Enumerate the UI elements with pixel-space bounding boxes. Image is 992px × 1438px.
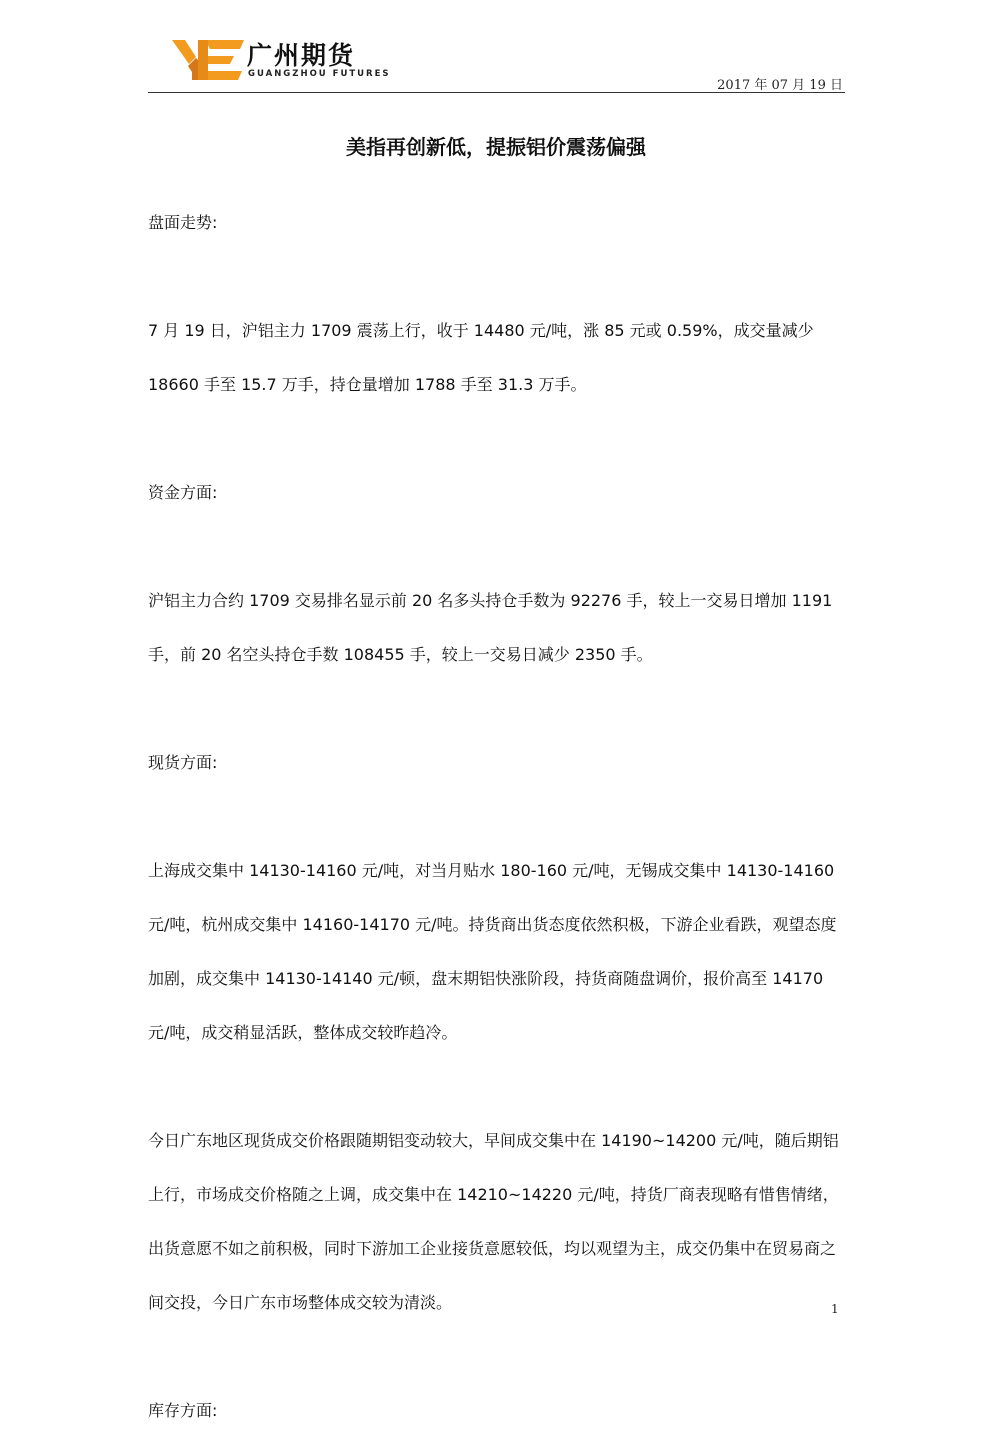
market-paragraph: 7 月 19 日，沪铝主力 1709 震荡上行，收于 14480 元/吨，涨 85 元或 0.59%，成交量减少 18660 手至 15.7 万手，持仓量增加 1788 手至 31.3 万手。 bbox=[148, 321, 814, 394]
report-date: 2017 年 07 月 19 日 bbox=[717, 78, 843, 93]
spacer bbox=[148, 1330, 848, 1384]
header-divider bbox=[148, 92, 845, 93]
section-heading-spot: 现货方面: bbox=[148, 753, 218, 772]
funds-paragraph: 沪铝主力合约 1709 交易排名显示前 20 名多头持仓手数为 92276 手，较上一交易日增加 1191 手，前 20 名空头持仓手数 108455 手，较上一交易日减少 2350 手。 bbox=[148, 591, 833, 664]
spacer bbox=[148, 412, 848, 466]
section-heading-funds: 资金方面: bbox=[148, 483, 218, 502]
page-title: 美指再创新低，提振铝价震荡偏强 bbox=[346, 135, 646, 159]
report-body bbox=[148, 196, 848, 1438]
company-logo bbox=[172, 40, 244, 80]
spacer bbox=[148, 1060, 848, 1114]
section-heading-market: 盘面走势: bbox=[148, 213, 218, 232]
spacer bbox=[148, 682, 848, 736]
section-heading-inventory: 库存方面: bbox=[148, 1401, 218, 1420]
spacer bbox=[148, 790, 848, 844]
spacer bbox=[148, 520, 848, 574]
page-header bbox=[148, 38, 845, 94]
brand-name-cn: 广州期货 bbox=[247, 41, 356, 70]
page-number: 1 bbox=[831, 1302, 839, 1316]
brand-name-en: GUANGZHOU FUTURES bbox=[248, 69, 391, 79]
spacer bbox=[148, 250, 848, 304]
spot-paragraph-shanghai: 上海成交集中 14130-14160 元/吨，对当月贴水 180-160 元/吨，无锡成交集中 14130-14160 元/吨，杭州成交集中 14160-14170 元/吨。持货商出货态度依然积极，下游企业看跌，观望态度加剧，成交集中 14130-14140 元/顿，盘末期铝快涨阶段，持货商随盘调价，报价高至 14170 元/吨，成交稍显活跃，整体成交较昨趋冷。 bbox=[148, 861, 837, 1042]
spot-paragraph-guangdong: 今日广东地区现货成交价格跟随期铝变动较大，早间成交集中在 14190~14200 元/吨，随后期铝上行，市场成交价格随之上调，成交集中在 14210~14220 元/吨，持货厂商表现略有惜售情绪，出货意愿不如之前积极，同时下游加工企业接货意愿较低，均以观望为主，成交仍集中在贸易商之间交投，今日广东市场整体成交较为清淡。 bbox=[148, 1131, 839, 1312]
